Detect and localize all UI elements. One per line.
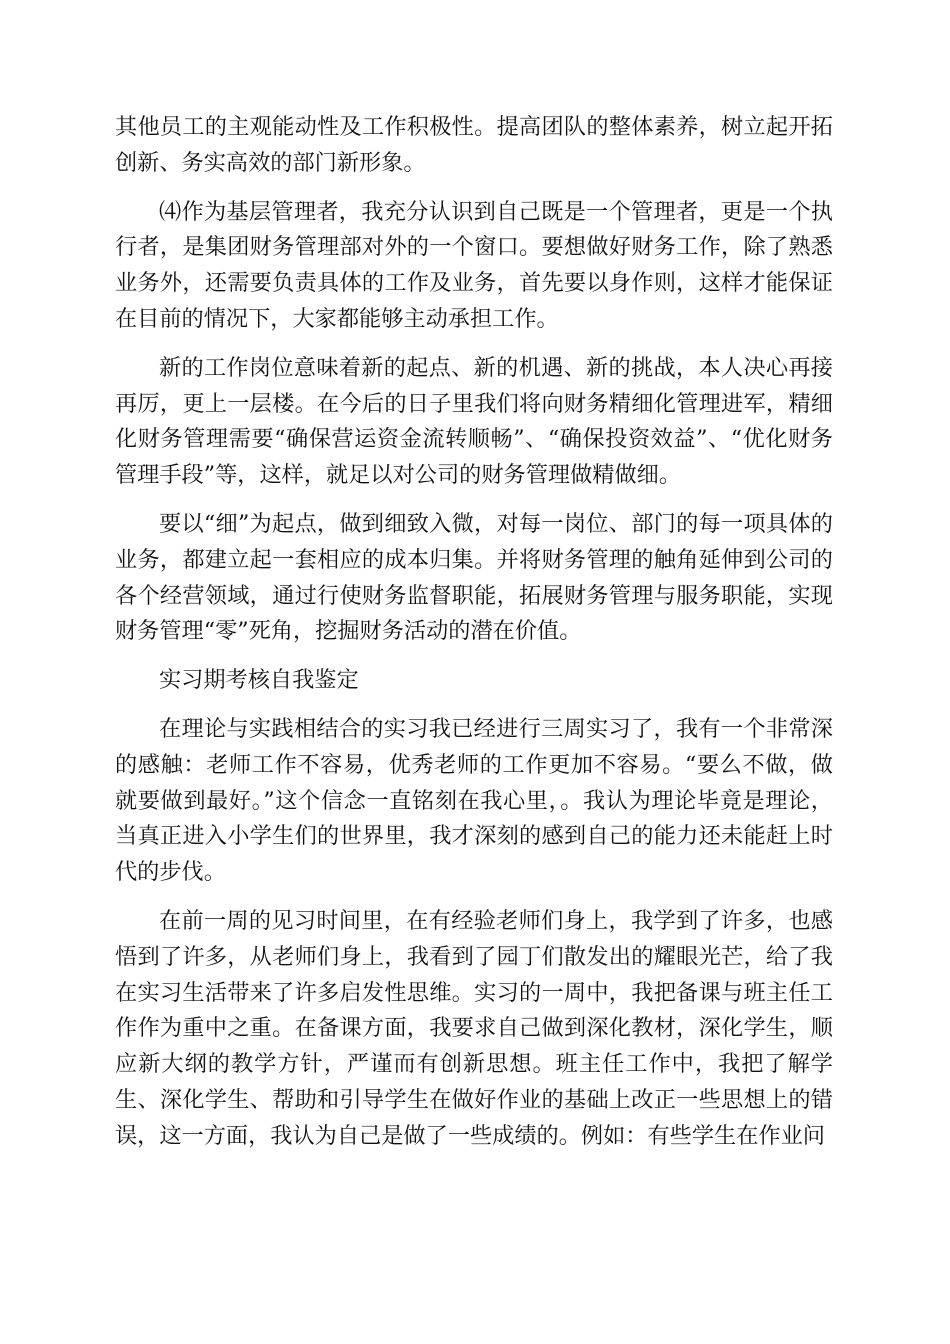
paragraph-internship-reflection: 在理论与实践相结合的实习我已经进行三周实习了，我有一个非常深的感触：老师工作不容易，优秀老师的工作更加不容易。“要么不做，做就要做到最好。”这个信念一直铭刻在我心里，。我认为理论毕竟是理论，当真正进入小学生们的世界里，我才深刻的感到自己的能力还未能赶上时代的步伐。 (115, 715, 833, 886)
document-page (115, 110, 833, 1168)
paragraph-continued: 其他员工的主观能动性及工作积极性。提高团队的整体素养，树立起开拓创新、务实高效的部门新形象。 (115, 114, 833, 176)
paragraph-first-week: 在前一周的见习时间里，在有经验老师们身上，我学到了许多，也感悟到了许多，从老师们身上，我看到了园丁们散发出的耀眼光芒，给了我在实习生活带来了许多启发性思维。实习的一周中，我把备课与班主任工作作为重中之重。在备课方面，我要求自己做到深化教材，深化学生，顺应新大纲的教学方针，严谨而有创新思想。班主任工作中，我把了解学生、深化学生、帮助和引导学生在做好作业的基础上改正一些思想上的错误，这一方面，我认为自己是做了一些成绩的。例如：有些学生在作业问 (115, 907, 833, 1149)
paragraph-detail-focus: 要以“细”为起点，做到细致入微，对每一岗位、部门的每一项具体的业务，都建立起一套相应的成本归集。并将财务管理的触角延伸到公司的各个经营领域，通过行使财务监督职能，拓展财务管理与服务职能，实现财务管理“零”死角，挖掘财务活动的潜在价值。 (115, 510, 833, 645)
paragraph-manager-role: ⑷作为基层管理者，我充分认识到自己既是一个管理者，更是一个执行者，是集团财务管理部对外的一个窗口。要想做好财务工作，除了熟悉业务外，还需要负责具体的工作及业务，首先要以身作则，这样才能保证在目前的情况下，大家都能够主动承担工作。 (115, 198, 833, 332)
paragraph-new-position: 新的工作岗位意味着新的起点、新的机遇、新的挑战，本人决心再接再厉，更上一层楼。在今后的日子里我们将向财务精细化管理进军，精细化财务管理需要“确保营运资金流转顺畅”、“确保投资效益”、“优化财务管理手段”等，这样，就足以对公司的财务管理做精做细。 (115, 354, 833, 489)
section-heading: 实习期考核自我鉴定 (159, 667, 359, 694)
